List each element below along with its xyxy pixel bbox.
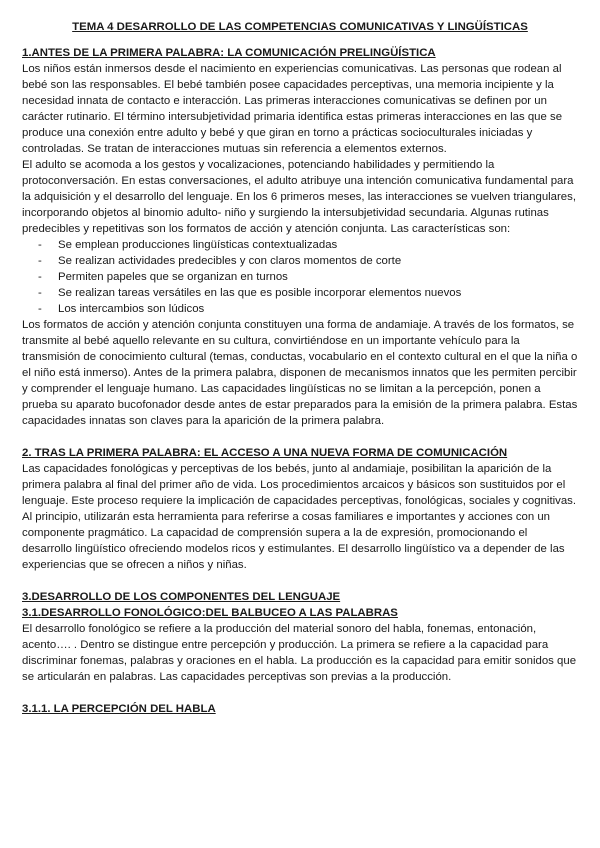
characteristics-list — [22, 237, 578, 317]
list-item: - Permiten papeles que se organizan en turnos — [38, 269, 578, 285]
section-3-1-heading: 3.1.DESARROLLO FONOLÓGICO:DEL BALBUCEO A LAS PALABRAS — [22, 607, 398, 619]
section-2-heading: 2. TRAS LA PRIMERA PALABRA: EL ACCESO A UNA NUEVA FORMA DE COMUNICACIÓN — [22, 447, 508, 459]
section-1 — [22, 45, 578, 429]
document-title: TEMA 4 DESARROLLO DE LAS COMPETENCIAS COMUNICATIVAS Y LINGÜÍSTICAS — [72, 21, 528, 33]
section-3 — [22, 589, 578, 717]
section-1-paragraph-1: Los niños están inmersos desde el nacimiento en experiencias comunicativas. Las personas que rodean al bebé son las responsables. El bebé también posee capacidades perceptivas, una memoria incipiente y la necesidad innata de contacto e interacción. Las primeras interacciones comunicativas se definen por un carácter rutinario. El término intersubjetividad primaria identifica estas primeras interacciones en las que se produce una conexión entre adulto y bebé y que giran en torno a prácticas socioculturales iniciadas y controladas. Se tratan de interacciones mutuas sin referencia a elementos externos. — [22, 63, 563, 155]
spacer — [22, 573, 578, 589]
list-item: - Los intercambios son lúdicos — [38, 301, 578, 317]
list-item: - Se realizan actividades predecibles y con claros momentos de corte — [38, 253, 578, 269]
spacer — [22, 429, 578, 445]
section-2 — [22, 445, 578, 573]
section-1-heading: 1.ANTES DE LA PRIMERA PALABRA: LA COMUNICACIÓN PRELINGÜÍSTICA — [22, 47, 436, 59]
list-item: - Se emplean producciones lingüísticas contextualizadas — [38, 237, 578, 253]
section-3-heading: 3.DESARROLLO DE LOS COMPONENTES DEL LENGUAJE — [22, 591, 341, 603]
section-3-1-1-heading: 3.1.1. LA PERCEPCIÓN DEL HABLA — [22, 703, 216, 715]
spacer — [22, 685, 578, 701]
section-2-paragraph-1: Las capacidades fonológicas y perceptivas de los bebés, junto al andamiaje, posibilitan la aparición de la primera palabra al final del primer año de vida. Los procedimientos arcaicos y básicos son sustituidos por el lenguaje. Este proceso requiere la implicación de capacidades perceptivas, fonológicas, sociales y cognitivas. Al principio, utilizarán esta herramienta para referirse a cosas familiares e importantes y acciones con un componente pragmático. La capacidad de comprensión supera a la de expresión, promocionando el desarrollo lingüístico ofreciendo modelos ricos y estimulantes. El desarrollo lingüístico va a depender de las experiencias que se ofrecen a niños y niñas. — [22, 463, 577, 571]
section-1-paragraph-3: Los formatos de acción y atención conjunta constituyen una forma de andamiaje. A través de los formatos, se transmite al bebé aquello relevante en su cultura, convirtiéndose en un importante vehículo para la transmisión de conocimiento cultural (temas, conductas, vocabulario en el contexto cultural en el que la niña o el niño está inmerso). Antes de la primera palabra, disponen de mecanismos innatos que les permiten percibir y comprender el lenguaje humano. Las capacidades lingüísticas no se limitan a la percepción, ponen a prueba su aparato bucofonador desde antes de estar preparados para la emisión de la primera palabra. Estas capacidades innatas son claves para la aparición de la primera palabra. — [22, 319, 578, 427]
list-item: - Se realizan tareas versátiles en las que es posible incorporar elementos nuevos — [38, 285, 578, 301]
section-1-paragraph-2: El adulto se acomoda a los gestos y vocalizaciones, potenciando habilidades y permitiendo la protoconversación. En estas conversaciones, el adulto atribuye una intención comunicativa fundamental para la adquisición y el desarrollo del lenguaje. En los 6 primeros meses, las interacciones se vuelven triangulares, incorporando objetos al binomio adulto- niño y surgiendo la intersubjetividad secundaria. Algunas rutinas predecibles y repetitivas son los formatos de acción y atención conjunta. Las características son: — [22, 159, 577, 235]
section-3-1-paragraph: El desarrollo fonológico se refiere a la producción del material sonoro del habla, fonemas, entonación, acento…. . Dentro se distingue entre percepción y producción. La primera se refiere a la capacidad para discriminar fonemas, palabras y oraciones en el habla. La producción es la capacidad para emitir sonidos que se articularán en palabras. Las capacidades perceptivas son previas a la producción. — [22, 623, 577, 683]
